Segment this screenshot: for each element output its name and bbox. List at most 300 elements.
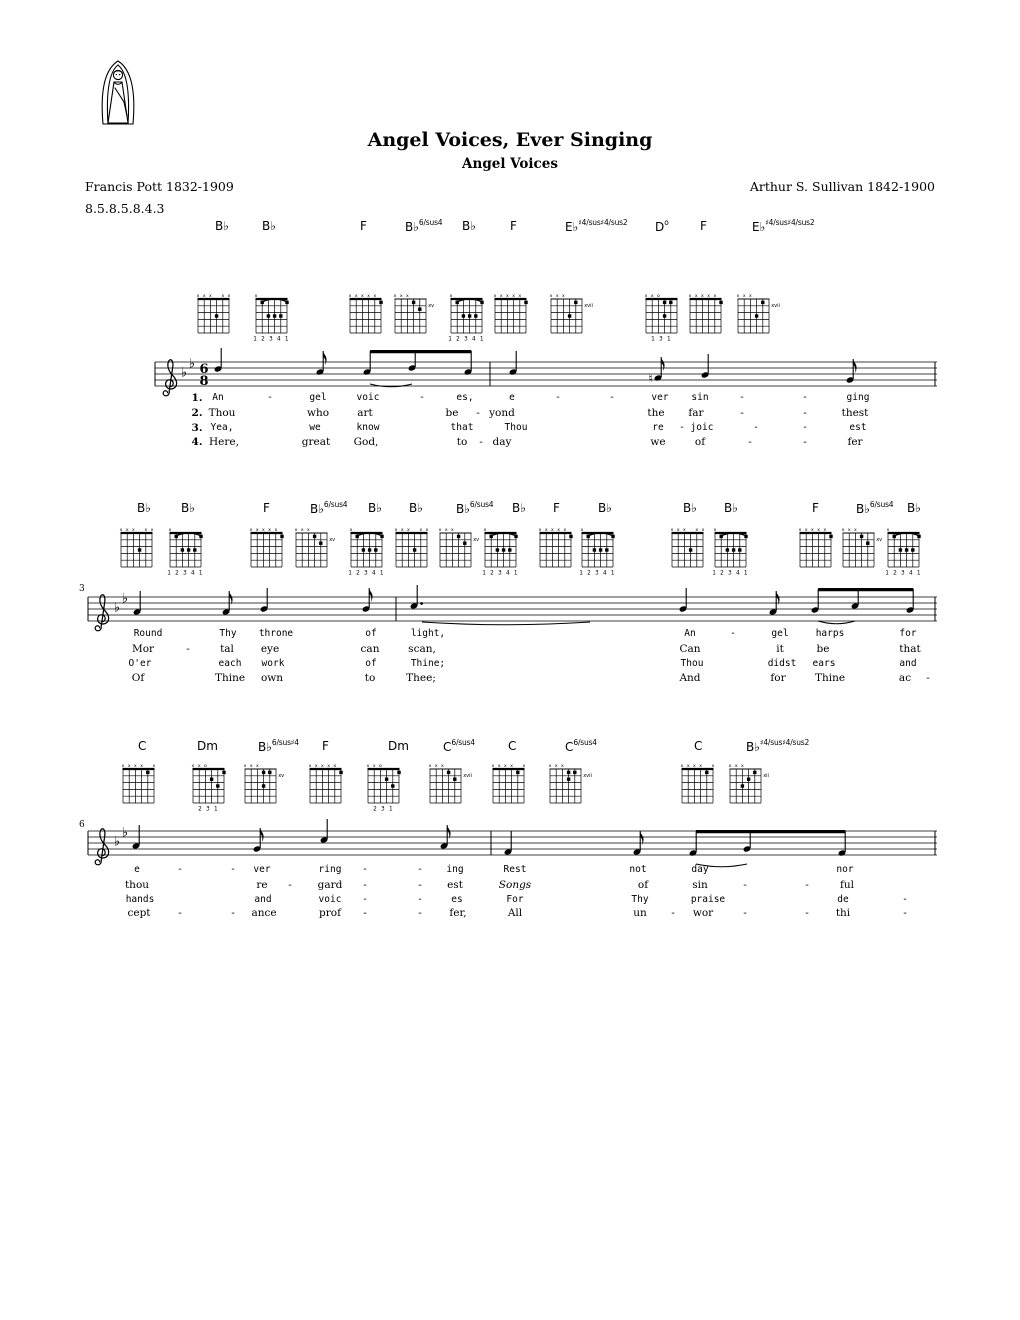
svg-text:o: o bbox=[656, 293, 660, 299]
lyric-syllable: yond bbox=[489, 407, 515, 419]
lyric-syllable: O'er bbox=[128, 658, 152, 669]
svg-text:x: x bbox=[518, 293, 522, 299]
lyric-syllable: re bbox=[256, 879, 268, 891]
svg-text:x: x bbox=[741, 763, 744, 769]
lyric-syllable: for bbox=[770, 672, 786, 684]
svg-text:x: x bbox=[728, 763, 732, 769]
lyric-syllable: Thou bbox=[680, 658, 704, 669]
lyric-syllable: - bbox=[178, 907, 182, 919]
fretboard-diagram bbox=[439, 528, 480, 567]
lyric-syllable: who bbox=[306, 407, 330, 419]
svg-text:x: x bbox=[538, 527, 542, 533]
chord-symbol: B♭$^{6/sus4}$ bbox=[456, 500, 494, 516]
lyric-syllable: didst bbox=[767, 658, 797, 669]
fretboard-diagram bbox=[394, 294, 435, 333]
svg-text:x: x bbox=[438, 527, 442, 533]
lyric-syllable: art bbox=[357, 407, 373, 419]
svg-text:x: x bbox=[168, 527, 172, 533]
lyric-syllable: prof bbox=[319, 907, 341, 919]
fretboard-diagram bbox=[799, 528, 833, 567]
lyric-syllable: est bbox=[849, 422, 867, 433]
svg-text:x: x bbox=[544, 527, 548, 533]
chord-symbol: B♭$^{6/sus♯4}$ bbox=[258, 738, 299, 754]
svg-text:x: x bbox=[227, 293, 231, 299]
note bbox=[701, 354, 710, 379]
svg-text:xvii: xvii bbox=[584, 302, 593, 309]
lyric-syllable: ful bbox=[839, 879, 855, 891]
svg-text:x: x bbox=[680, 763, 684, 769]
svg-text:x: x bbox=[551, 527, 554, 533]
svg-text:x: x bbox=[134, 763, 137, 769]
svg-text:x: x bbox=[711, 763, 715, 769]
svg-text:o: o bbox=[378, 763, 382, 769]
fretboard-diagram bbox=[579, 528, 616, 577]
svg-text:x: x bbox=[695, 527, 699, 533]
chord-symbol: E♭$^{♯4/sus♯4/sus2}$ bbox=[752, 218, 815, 234]
lyric-syllable: thi bbox=[835, 907, 851, 919]
lyric-syllable: - bbox=[417, 894, 423, 905]
tune-name: Angel Voices bbox=[462, 156, 558, 172]
staff-system bbox=[88, 819, 937, 867]
lyric-syllable: fer, bbox=[449, 907, 467, 919]
treble-clef-icon bbox=[95, 829, 108, 865]
note bbox=[811, 589, 820, 614]
lyric-syllable: can bbox=[360, 643, 380, 655]
svg-text:2 3 1: 2 3 1 bbox=[198, 806, 219, 813]
lyric-syllable: e bbox=[134, 864, 140, 875]
lyric-syllable: Rest bbox=[503, 864, 527, 875]
svg-text:x: x bbox=[701, 293, 704, 299]
note bbox=[648, 357, 664, 385]
time-signature-lower: 8 bbox=[199, 374, 209, 389]
lyric-syllable: An bbox=[684, 628, 696, 639]
lyric-syllable: - bbox=[555, 392, 561, 403]
lyric-syllable: - bbox=[802, 422, 808, 433]
chord-symbol: B♭ bbox=[137, 501, 151, 515]
lyric-syllable: the bbox=[647, 407, 665, 419]
flat-sign: ♭ bbox=[113, 834, 121, 850]
lyric-syllable: we bbox=[309, 422, 321, 433]
svg-text:x: x bbox=[497, 763, 501, 769]
fretboard-diagram bbox=[244, 764, 285, 803]
svg-text:x: x bbox=[196, 293, 200, 299]
lyric-syllable: work bbox=[261, 658, 285, 669]
svg-text:x: x bbox=[493, 293, 497, 299]
chord-symbol: B♭$^{♯4/sus♯4/sus2}$ bbox=[746, 738, 810, 754]
svg-text:1 2 3 4 1: 1 2 3 4 1 bbox=[253, 336, 290, 343]
fretboard-diagram bbox=[348, 528, 385, 577]
svg-text:x: x bbox=[441, 763, 444, 769]
lyric-syllable: - bbox=[363, 907, 367, 919]
svg-text:x: x bbox=[144, 527, 148, 533]
lyric-syllable: Thy bbox=[631, 894, 649, 905]
lyric-syllable: - bbox=[740, 407, 744, 419]
lyric-syllable: - bbox=[476, 407, 480, 419]
svg-text:x: x bbox=[734, 763, 738, 769]
svg-text:x: x bbox=[254, 293, 258, 299]
lyric-syllable: - bbox=[803, 407, 807, 419]
svg-text:x: x bbox=[366, 763, 370, 769]
svg-text:x: x bbox=[491, 763, 495, 769]
fretboard-diagram bbox=[885, 528, 922, 577]
lyric-syllable: - bbox=[671, 907, 675, 919]
lyric-syllable: - bbox=[805, 879, 809, 891]
svg-text:x: x bbox=[367, 293, 370, 299]
fretboard-diagram bbox=[197, 294, 231, 333]
lyric-syllable: day bbox=[492, 436, 512, 448]
lyric-syllable: know bbox=[356, 422, 380, 433]
fretboard-diagram bbox=[737, 294, 780, 333]
lyric-syllable: joic bbox=[690, 422, 714, 433]
lyric-syllable: far bbox=[688, 407, 704, 419]
svg-text:x: x bbox=[451, 527, 454, 533]
chord-symbol: B♭$^{6/sus4}$ bbox=[310, 500, 348, 516]
chord-symbol: $C^{6/sus4}$ bbox=[443, 738, 475, 754]
svg-text:x: x bbox=[243, 763, 247, 769]
chord-symbol: F bbox=[360, 219, 367, 233]
lyric-syllable: Songs bbox=[498, 879, 532, 891]
chord-symbol: B♭ bbox=[598, 501, 612, 515]
svg-text:x: x bbox=[444, 527, 448, 533]
lyric-syllable: light, bbox=[410, 628, 446, 639]
lyric-syllable: e bbox=[509, 392, 515, 403]
lyric-syllable: - bbox=[417, 864, 423, 875]
lyric-syllable: - bbox=[362, 864, 368, 875]
svg-text:x: x bbox=[847, 527, 851, 533]
measure-number: 6 bbox=[79, 820, 85, 830]
flat-sign: ♭ bbox=[188, 356, 196, 372]
chord-symbol: F bbox=[700, 219, 707, 233]
lyric-syllable: each bbox=[218, 658, 242, 669]
lyric-syllable: thou bbox=[124, 879, 150, 891]
svg-text:x: x bbox=[348, 293, 352, 299]
lyric-syllable: - bbox=[902, 894, 908, 905]
svg-text:x: x bbox=[561, 763, 564, 769]
lyric-syllable: sin bbox=[692, 879, 708, 891]
lyric-syllable: re bbox=[652, 422, 664, 433]
svg-text:x: x bbox=[841, 527, 845, 533]
svg-text:x: x bbox=[197, 763, 201, 769]
svg-text:x: x bbox=[393, 293, 397, 299]
svg-text:2 3 1: 2 3 1 bbox=[373, 806, 394, 813]
svg-text:xv: xv bbox=[428, 302, 435, 309]
svg-text:x: x bbox=[406, 293, 409, 299]
svg-text:x: x bbox=[580, 527, 584, 533]
svg-text:x: x bbox=[249, 527, 253, 533]
lyric-syllable: throne bbox=[258, 628, 294, 639]
svg-text:x: x bbox=[504, 763, 507, 769]
svg-text:x: x bbox=[255, 527, 259, 533]
svg-text:x: x bbox=[510, 763, 513, 769]
chord-symbol: C bbox=[694, 739, 703, 753]
note bbox=[689, 831, 698, 857]
lyric-syllable: An bbox=[212, 392, 224, 403]
chord-symbol: F bbox=[812, 501, 819, 515]
lyric-syllable: - bbox=[177, 864, 183, 875]
svg-text:x: x bbox=[749, 293, 752, 299]
fretboard-diagram bbox=[681, 764, 715, 803]
staff-system bbox=[155, 348, 937, 396]
chord-symbol: B♭ bbox=[724, 501, 738, 515]
lyric-syllable: it bbox=[776, 643, 784, 655]
flat-sign: ♭ bbox=[113, 600, 121, 616]
lyric-syllable: nor bbox=[836, 864, 854, 875]
lyric-syllable: es bbox=[451, 894, 463, 905]
lyric-syllable: - bbox=[362, 894, 368, 905]
svg-text:x: x bbox=[701, 527, 705, 533]
fretboard-diagram bbox=[712, 528, 749, 577]
lyric-syllable: gel bbox=[771, 628, 789, 639]
svg-text:x: x bbox=[736, 293, 740, 299]
svg-text:x: x bbox=[268, 527, 271, 533]
page-title: Angel Voices, Ever Singing bbox=[367, 129, 653, 151]
fretboard-diagram bbox=[645, 294, 678, 343]
lyric-syllable: own bbox=[260, 672, 284, 684]
lyric-syllable: God, bbox=[353, 436, 379, 448]
lyric-syllable: Round bbox=[133, 628, 163, 639]
lyric-syllable: - bbox=[743, 879, 747, 891]
verse-number: 4. bbox=[191, 436, 203, 448]
lyric-syllable: sin bbox=[691, 392, 709, 403]
svg-text:x: x bbox=[554, 763, 558, 769]
lyric-syllable: - bbox=[730, 628, 736, 639]
lyric-syllable: ac bbox=[898, 672, 912, 684]
lyric-syllable: wor bbox=[692, 907, 714, 919]
chord-symbol: C bbox=[508, 739, 517, 753]
lyric-syllable: - bbox=[802, 392, 808, 403]
svg-text:x: x bbox=[349, 527, 353, 533]
svg-text:x: x bbox=[394, 527, 398, 533]
svg-text:x: x bbox=[262, 527, 265, 533]
lyric-syllable: - bbox=[805, 907, 809, 919]
svg-text:1 2 3 4 1: 1 2 3 4 1 bbox=[712, 570, 749, 577]
lyric-syllable: - bbox=[267, 392, 273, 403]
flat-sign: ♭ bbox=[121, 825, 129, 841]
svg-text:x: x bbox=[294, 527, 298, 533]
augmentation-dot bbox=[420, 602, 423, 605]
lyric-syllable: of bbox=[365, 658, 377, 669]
svg-text:x: x bbox=[333, 763, 337, 769]
chord-symbol: B♭ bbox=[462, 219, 476, 233]
svg-text:x: x bbox=[300, 527, 304, 533]
svg-text:x: x bbox=[563, 527, 567, 533]
svg-text:xvii: xvii bbox=[463, 772, 472, 779]
svg-text:x: x bbox=[249, 763, 253, 769]
svg-text:xii: xii bbox=[763, 772, 769, 779]
svg-text:x: x bbox=[483, 527, 487, 533]
svg-text:1 2 3 4 1: 1 2 3 4 1 bbox=[348, 570, 385, 577]
lyric-syllable: Thine; bbox=[410, 658, 446, 669]
lyric-syllable: - bbox=[419, 392, 425, 403]
svg-text:x: x bbox=[688, 293, 692, 299]
lyric-syllable: of bbox=[694, 436, 706, 448]
lyric-syllable: - bbox=[753, 422, 759, 433]
svg-text:x: x bbox=[742, 293, 746, 299]
svg-text:x: x bbox=[314, 763, 318, 769]
fretboard-diagram bbox=[842, 528, 883, 567]
svg-text:x: x bbox=[372, 763, 376, 769]
lyric-syllable: Yea, bbox=[210, 422, 234, 433]
fretboard-diagram bbox=[494, 294, 528, 333]
note bbox=[214, 348, 223, 373]
svg-text:x: x bbox=[425, 527, 429, 533]
svg-text:x: x bbox=[321, 763, 324, 769]
fretboard-diagram bbox=[253, 294, 290, 343]
meter-text: 8.5.8.5.8.4.3 bbox=[85, 201, 165, 216]
lyric-syllable: fer bbox=[847, 436, 863, 448]
lyric-syllable: - bbox=[479, 436, 483, 448]
lyric-syllable: praise bbox=[690, 894, 726, 905]
chord-symbol: B♭ bbox=[262, 219, 276, 233]
lyric-syllable: be bbox=[445, 407, 459, 419]
lyric-syllable: Can bbox=[679, 643, 701, 655]
svg-text:x: x bbox=[512, 293, 515, 299]
svg-text:x: x bbox=[694, 293, 698, 299]
lyric-syllable: - bbox=[231, 907, 235, 919]
fretboard-diagram bbox=[550, 294, 593, 333]
svg-text:x: x bbox=[817, 527, 820, 533]
svg-text:x: x bbox=[373, 293, 377, 299]
note bbox=[743, 831, 752, 853]
svg-text:x: x bbox=[327, 763, 330, 769]
lyric-syllable: to bbox=[456, 436, 468, 448]
lyric-syllable: All bbox=[507, 907, 523, 919]
fretboard-diagram bbox=[429, 764, 472, 803]
treble-clef-icon bbox=[163, 360, 176, 396]
svg-text:x: x bbox=[434, 763, 438, 769]
lyric-syllable: hands bbox=[125, 894, 155, 905]
fretboard-diagram bbox=[482, 528, 519, 577]
note bbox=[509, 351, 518, 376]
svg-text:x: x bbox=[713, 527, 717, 533]
svg-text:xvii: xvii bbox=[771, 302, 780, 309]
svg-text:x: x bbox=[202, 293, 206, 299]
svg-text:x: x bbox=[713, 293, 717, 299]
svg-text:xv: xv bbox=[876, 536, 883, 543]
staff-system bbox=[88, 585, 937, 631]
fretboard-diagram bbox=[122, 764, 156, 803]
fretboard-diagram bbox=[395, 528, 429, 567]
lyric-syllable: - bbox=[748, 436, 752, 448]
lyric-syllable: day bbox=[691, 864, 709, 875]
time-signature-upper: 6 bbox=[199, 362, 209, 377]
lyric-syllable: And bbox=[679, 672, 701, 684]
svg-text:x: x bbox=[522, 763, 526, 769]
flat-sign: ♭ bbox=[121, 591, 129, 607]
note bbox=[838, 831, 847, 857]
svg-text:x: x bbox=[209, 293, 212, 299]
svg-text:x: x bbox=[121, 763, 125, 769]
chord-symbol: B♭ bbox=[215, 219, 229, 233]
lyric-syllable: great bbox=[301, 436, 331, 448]
fretboard-diagram bbox=[167, 528, 204, 577]
fretboard-diagram bbox=[295, 528, 336, 567]
svg-text:x: x bbox=[707, 293, 710, 299]
lyric-syllable: eye bbox=[260, 643, 280, 655]
svg-text:x: x bbox=[125, 527, 129, 533]
lyric-syllable: ver bbox=[253, 864, 271, 875]
verse-number: 2. bbox=[191, 407, 203, 419]
lyric-syllable: Thy bbox=[219, 628, 237, 639]
lyric-syllable: and bbox=[254, 894, 272, 905]
tie bbox=[422, 622, 590, 625]
lyric-syllable: For bbox=[506, 894, 524, 905]
fretboard-diagram bbox=[349, 294, 383, 333]
svg-text:x: x bbox=[361, 293, 364, 299]
lyric-syllable: we bbox=[650, 436, 666, 448]
note bbox=[464, 351, 473, 376]
fretboard-diagram bbox=[250, 528, 284, 567]
svg-text:x: x bbox=[274, 527, 278, 533]
note bbox=[316, 351, 327, 376]
lyric-syllable: ance bbox=[251, 907, 277, 919]
chord-symbol: $D^o$ bbox=[655, 218, 669, 234]
lyric-syllable: - bbox=[288, 879, 292, 891]
note bbox=[363, 351, 372, 376]
svg-text:x: x bbox=[549, 293, 553, 299]
lyric-syllable: - bbox=[903, 907, 907, 919]
lyric-syllable: and bbox=[899, 658, 917, 669]
lyric-syllable: est bbox=[447, 879, 463, 891]
chord-symbol: Dm bbox=[388, 739, 409, 753]
svg-text:x: x bbox=[804, 527, 808, 533]
chord-symbol: B♭$^{6/sus4}$ bbox=[856, 500, 894, 516]
svg-text:x: x bbox=[119, 527, 123, 533]
svg-text:x: x bbox=[886, 527, 890, 533]
lyric-syllable: Mor bbox=[131, 643, 155, 655]
fretboard-diagram bbox=[689, 294, 723, 333]
lyricist-credit: Francis Pott 1832-1909 bbox=[85, 179, 234, 194]
chord-symbol: B♭ bbox=[409, 501, 423, 515]
lyric-syllable: - bbox=[679, 422, 685, 433]
lyric-syllable: scan, bbox=[408, 643, 436, 655]
chord-symbol: B♭$^{6/sus4}$ bbox=[405, 218, 443, 234]
svg-text:1 2 3 4 1: 1 2 3 4 1 bbox=[885, 570, 922, 577]
fretboard-diagram bbox=[367, 764, 401, 813]
chord-symbol: F bbox=[263, 501, 270, 515]
lyric-syllable: ing bbox=[446, 864, 464, 875]
chord-symbol: B♭ bbox=[512, 501, 526, 515]
lyric-syllable: es, bbox=[456, 392, 474, 403]
svg-text:x: x bbox=[256, 763, 259, 769]
chord-symbol: E♭$^{♯4/sus♯4/sus2}$ bbox=[565, 218, 628, 234]
svg-text:x: x bbox=[686, 763, 690, 769]
lyric-syllable: Thine bbox=[214, 672, 246, 684]
svg-text:x: x bbox=[191, 763, 195, 769]
lyric-syllable: voic bbox=[318, 894, 342, 905]
svg-text:x: x bbox=[400, 527, 404, 533]
lyric-syllable: be bbox=[816, 643, 830, 655]
lyric-syllable: for bbox=[899, 628, 917, 639]
flat-sign: ♭ bbox=[180, 365, 188, 381]
lyric-syllable: of bbox=[365, 628, 377, 639]
svg-text:x: x bbox=[548, 763, 552, 769]
fretboard-diagram bbox=[492, 764, 526, 803]
svg-text:x: x bbox=[127, 763, 131, 769]
natural-sign: ♮ bbox=[648, 371, 653, 385]
lyric-syllable: Thine bbox=[814, 672, 846, 684]
chord-symbol: F bbox=[510, 219, 517, 233]
svg-text:x: x bbox=[811, 527, 814, 533]
lyric-syllable: voic bbox=[356, 392, 380, 403]
svg-text:x: x bbox=[557, 527, 560, 533]
treble-clef-icon bbox=[95, 595, 108, 631]
note bbox=[260, 588, 269, 613]
fretboard-diagram bbox=[448, 294, 485, 343]
lyric-syllable: ears bbox=[812, 658, 836, 669]
verse-number: 3. bbox=[191, 422, 203, 434]
svg-text:1 2 3 4 1: 1 2 3 4 1 bbox=[579, 570, 616, 577]
